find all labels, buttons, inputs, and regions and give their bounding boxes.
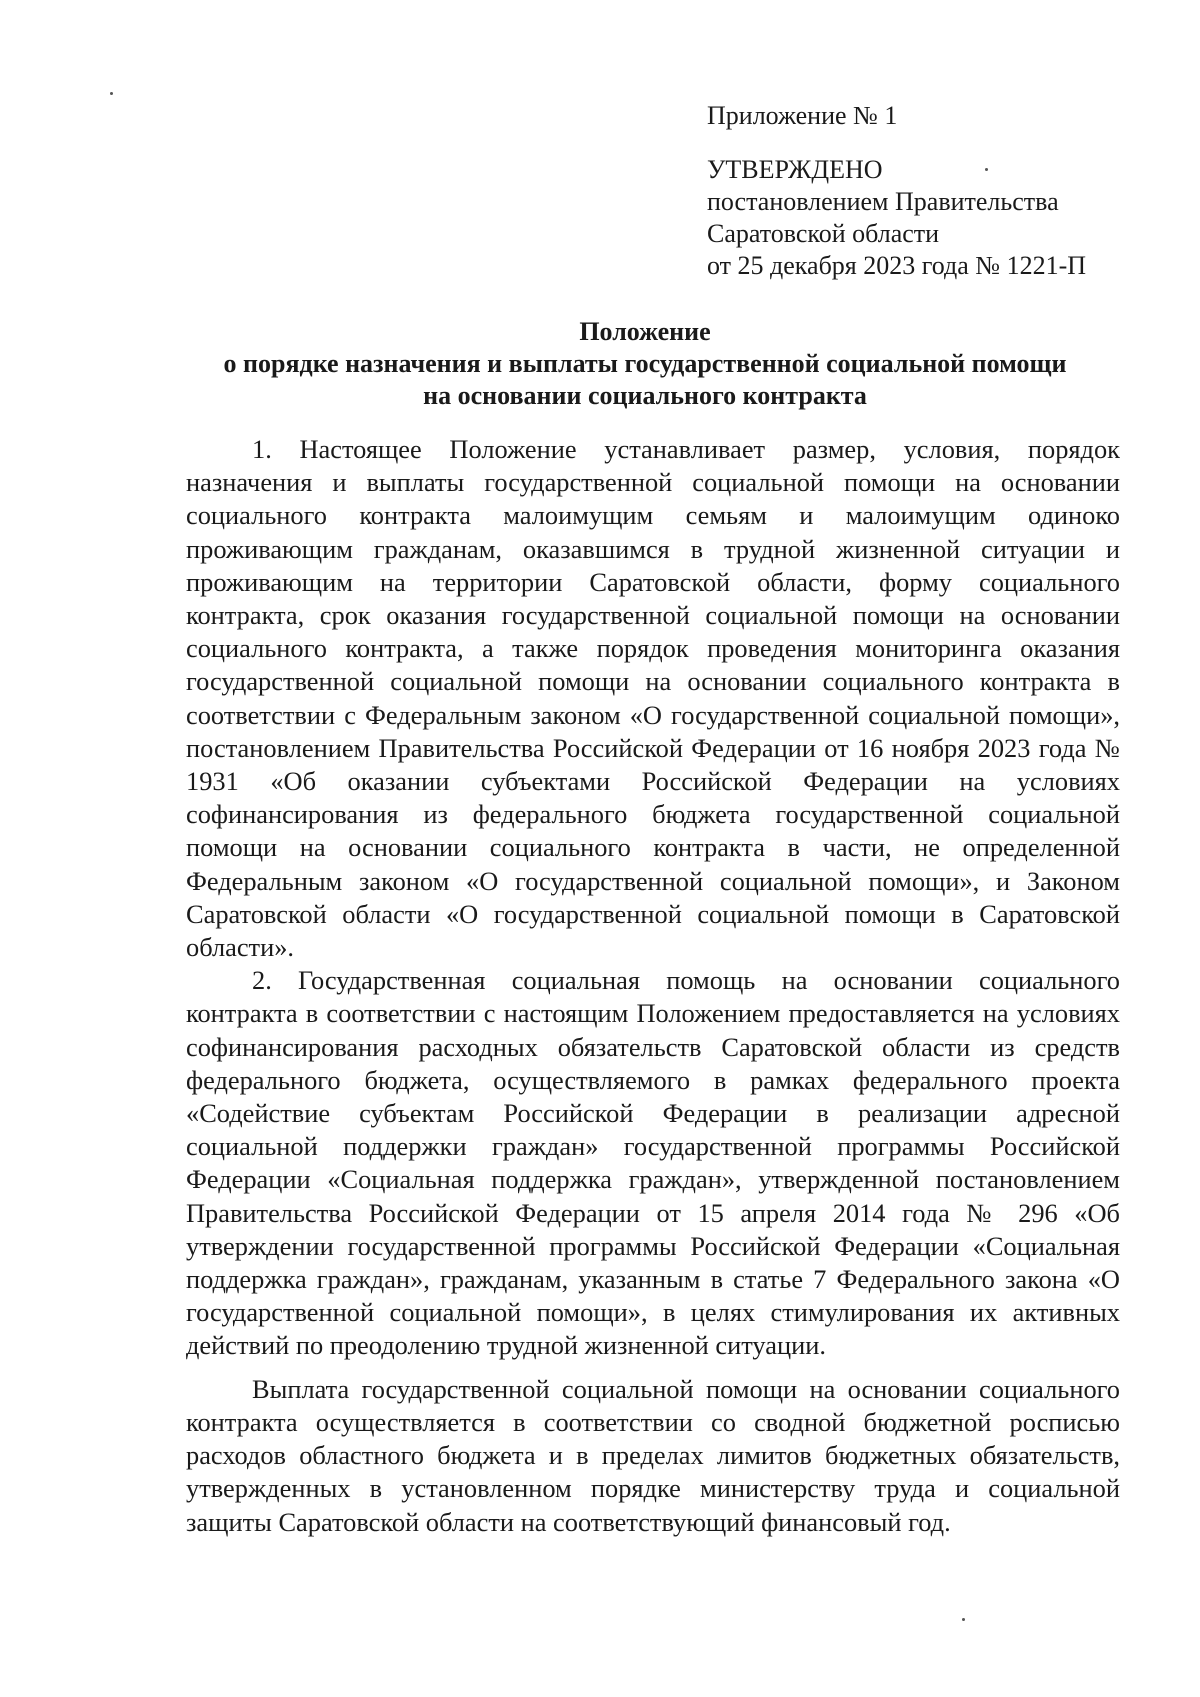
scan-speck bbox=[962, 1618, 965, 1621]
title-basis: на основании социального контракта bbox=[423, 381, 867, 410]
document-body bbox=[186, 433, 1120, 1539]
approved-by: постановлением Правительства bbox=[707, 187, 1059, 216]
approved-region: Саратовской области bbox=[707, 219, 940, 248]
approved-date: от 25 декабря 2023 года № 1221-П bbox=[707, 251, 1087, 280]
title-subject: о порядке назначения и выплаты государственной социальной помощи bbox=[223, 349, 1067, 378]
annex-number: Приложение № 1 bbox=[707, 101, 898, 130]
paragraph-1: 1. Настоящее Положение устанавливает размер, условия, порядок назначения и выплаты государственной социальной помощи на основании социального контракта малоимущим семьям и малоимущим одиноко проживающим гражданам, оказавшимся в трудной жизненной ситуации и проживающим на территории Саратовской области, форму социального контракта, срок оказания государственной социальной помощи на основании социального контракта, а также порядок проведения мониторинга оказания государственной социальной помощи на основании социального контракта в соответствии с Федеральным законом «О государственной социальной помощи», постановлением Правительства Российской Федерации от 16 ноября 2023 года № 1931 «Об оказании субъектами Российской Федерации на условиях софинансирования из федерального бюджета государственной социальной помощи на основании социального контракта в части, не определенной Федеральным законом «О государственной социальной помощи», и Законом Саратовской области «О государственной социальной помощи в Саратовской области». bbox=[186, 434, 1120, 963]
paragraph-3: Выплата государственной социальной помощи на основании социального контракта осуществляется в соответствии со сводной бюджетной росписью расходов областного бюджета и в пределах лимитов бюджетных обязательств, утвержденных в установленном порядке министерству труда и социальной защиты Саратовской области на соответствующий финансовый год. bbox=[186, 1373, 1120, 1537]
scan-speck bbox=[110, 92, 113, 95]
approval-stamp bbox=[707, 100, 1147, 282]
paragraph-2: 2. Государственная социальная помощь на основании социального контракта в соответствии с настоящим Положением предоставляется на условиях софинансирования расходных обязательств Саратовской области из средств федерального бюджета, осуществляемого в рамках федерального проекта «Содействие субъектам Российской Федерации в реализации адресной социальной поддержки граждан» государственной программы Российской Федерации «Социальная поддержка граждан», утвержденной постановлением Правительства Российской Федерации от 15 апреля 2014 года № 296 «Об утверждении государственной программы Российской Федерации «Социальная поддержка граждан», гражданам, указанным в статье 7 Федерального закона «О государственной социальной помощи», в целях стимулирования их активных действий по преодолению трудной жизненной ситуации. bbox=[186, 965, 1120, 1361]
approved-label: УТВЕРЖДЕНО bbox=[707, 155, 883, 184]
document-title bbox=[160, 316, 1130, 412]
title-heading: Положение bbox=[579, 317, 711, 346]
scan-speck bbox=[985, 168, 988, 171]
